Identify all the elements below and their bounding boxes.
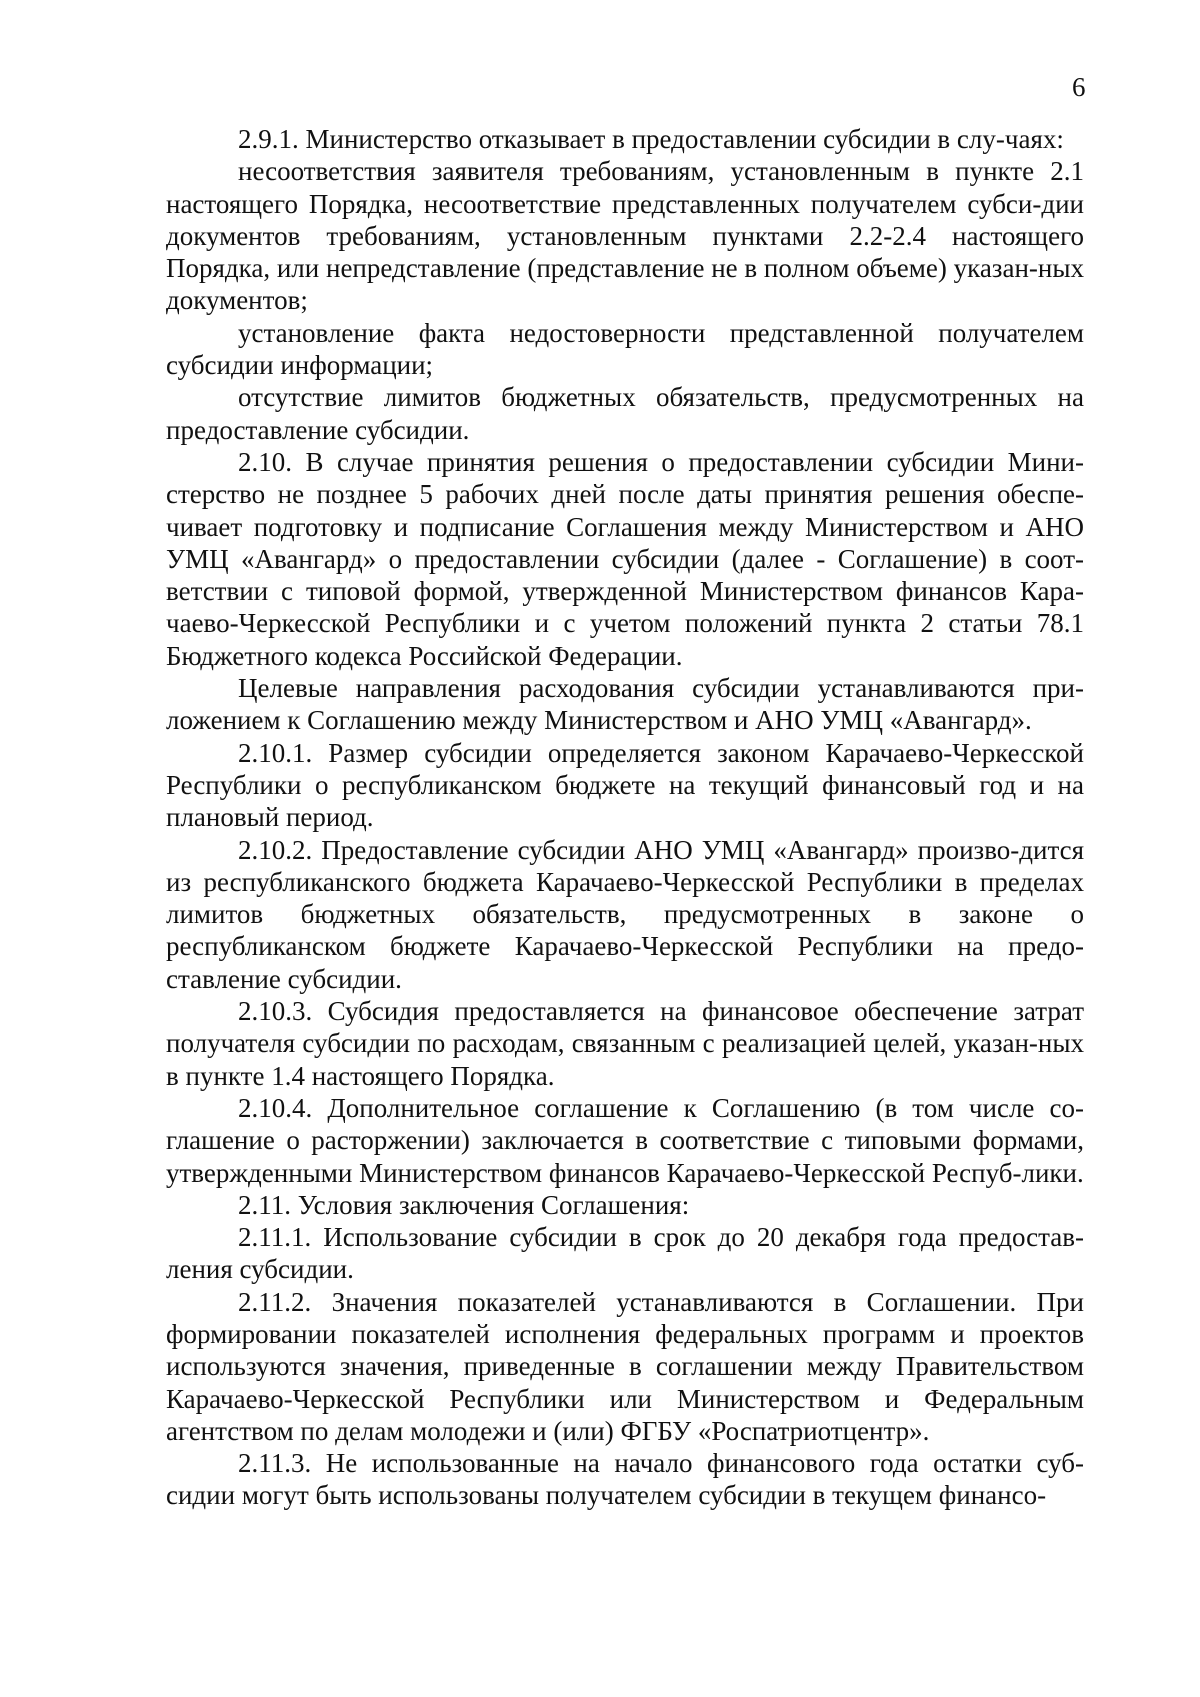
list-item-noncompliance: несоответствия заявителя требованиям, установленным в пункте 2.1 настоящего Порядка, несоответствие представленных получателем субси-дии документов требованиям, установленным пунктами 2.2-2.4 настоящего Порядка, или непредставление (представление не в полном объеме) указан-ных документов; bbox=[166, 156, 1084, 316]
paragraph-2-11-2: 2.11.2. Значения показателей устанавливаются в Соглашении. При формировании показателей исполнения федеральных программ и проектов используются значения, приведенные в соглашении между Правительством Карачаево-Черкесской Республики или Министерством и Федеральным агентством по делам молодежи и (или) ФГБУ «Роспатриотцентр». bbox=[166, 1286, 1084, 1446]
paragraph-2-10-1: 2.10.1. Размер субсидии определяется законом Карачаево-Черкесской Республики о республиканском бюджете на текущий финансовый год и на плановый период. bbox=[166, 737, 1084, 833]
paragraph-2-11-3: 2.11.3. Не использованные на начало финансового года остатки суб-сидии могут быть использованы получателем субсидии в текущем финансо- bbox=[166, 1448, 1084, 1511]
paragraph-target-directions: Целевые направления расходования субсидии устанавливаются при-ложением к Соглашению между Министерством и АНО УМЦ «Авангард». bbox=[166, 673, 1084, 736]
paragraph-2-10: 2.10. В случае принятия решения о предоставлении субсидии Мини-стерство не позднее 5 рабочих дней после даты принятия решения обеспе-чивает подготовку и подписание Соглашения между Министерством и АНО УМЦ «Авангард» о предоставлении субсидии (далее - Соглашение) в соот-ветствии с типовой формой, утвержденной Министерством финансов Кара-чаево-Черкесской Республики и с учетом положений пункта 2 статьи 78.1 Бюджетного кодекса Российской Федерации. bbox=[166, 446, 1084, 671]
paragraph-2-9-1: 2.9.1. Министерство отказывает в предоставлении субсидии в слу-чаях: bbox=[238, 124, 1064, 154]
paragraph-2-11: 2.11. Условия заключения Соглашения: bbox=[238, 1189, 690, 1220]
list-item-false-information: установление факта недостоверности представленной получателем субсидии информации; bbox=[166, 317, 1084, 381]
paragraph-2-10-3: 2.10.3. Субсидия предоставляется на финансовое обеспечение затрат получателя субсидии по расходам, связанным с реализацией целей, указан-ных в пункте 1.4 настоящего Порядка. bbox=[166, 996, 1084, 1091]
list-item-no-limits: отсутствие лимитов бюджетных обязательств, предусмотренных на предоставление субсидии. bbox=[166, 382, 1084, 445]
document-body bbox=[166, 123, 1084, 1512]
paragraph-2-10-4: 2.10.4. Дополнительное соглашение к Соглашению (в том числе со-глашение о расторжении) заключается в соответствие с типовыми формами, утвержденными Министерством финансов Карачаево-Черкесской Респуб-лики. bbox=[166, 1092, 1084, 1188]
paragraph-2-10-2: 2.10.2. Предоставление субсидии АНО УМЦ «Авангард» произво-дится из республиканского бюджета Карачаево-Черкесской Республики в пределах лимитов бюджетных обязательств, предусмотренных в законе о республиканском бюджете Карачаево-Черкесской Республики на предо-ставление субсидии. bbox=[166, 834, 1084, 994]
page-number: 6 bbox=[1072, 72, 1086, 102]
paragraph-2-11-1: 2.11.1. Использование субсидии в срок до 20 декабря года предостав-ления субсидии. bbox=[166, 1222, 1084, 1285]
